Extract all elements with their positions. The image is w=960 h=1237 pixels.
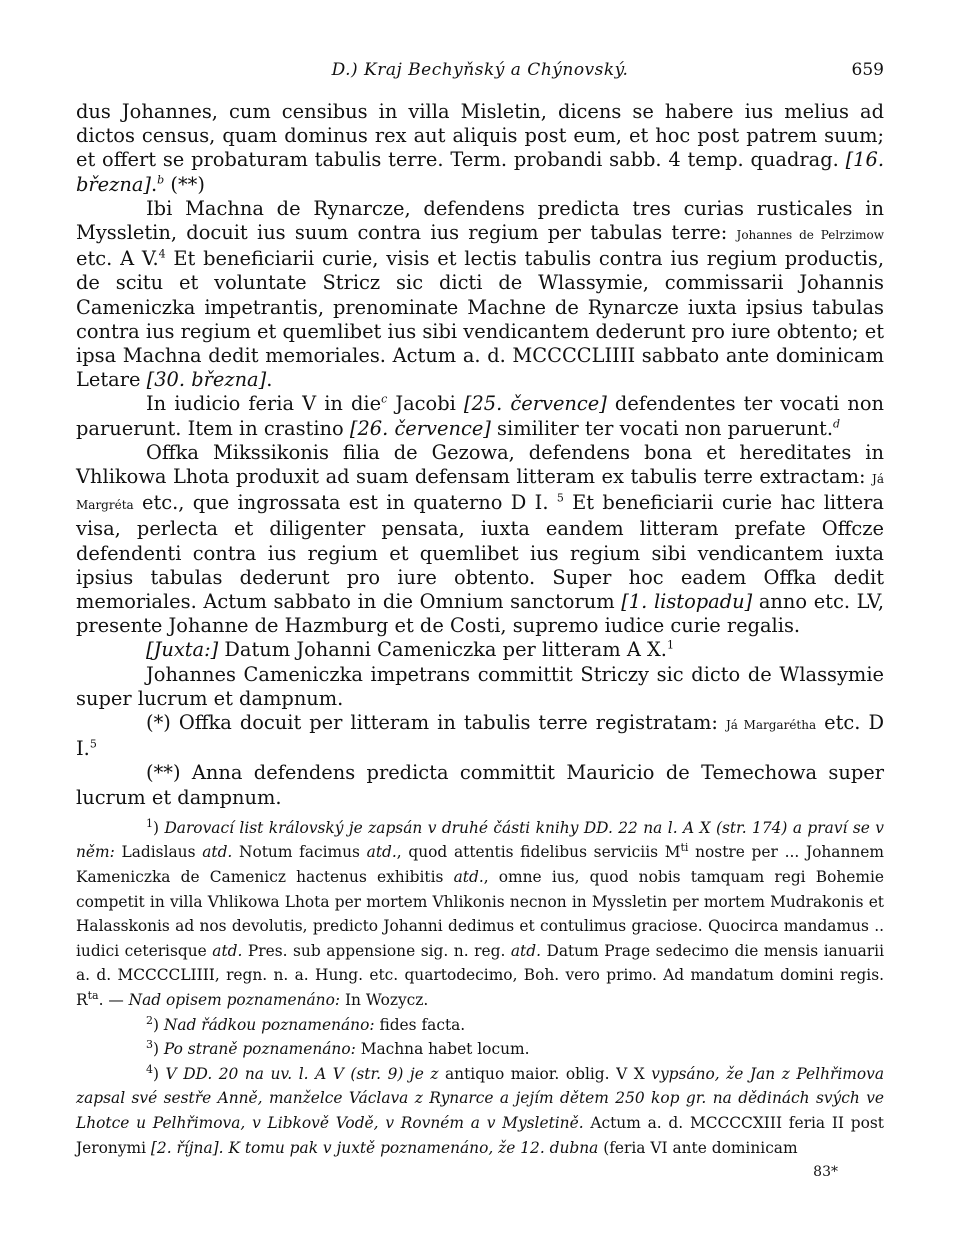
footnote-marker: c [381, 392, 388, 406]
text-run: defendentes ter vocati non paruerunt. Item in crastino [76, 392, 885, 440]
text-run: etc. D I. [76, 711, 884, 761]
editorial-note: . K tomu pak v juxtě poznamenáno, že 12. dubna [218, 1138, 599, 1157]
text-run: Et beneficiarii curie hac littera visa, perlecta et diligenter pensata, iuxta eandem litteram prefate Offcze defendenti contra ius regium et quemlibet ius regium sibi vendicantem iuxta ipsius tabulas dederunt pro iure obtento. Super hoc eadem Offka dedit memoriales. Actum sabbato in die Omnium sanctorum [76, 491, 884, 614]
superscript: ti [680, 841, 689, 855]
text-run: Ladislaus [114, 843, 203, 862]
paragraph [76, 711, 884, 761]
text-run: . [266, 368, 273, 392]
editorial-note: Darovací list královský je zapsán v druhé části knihy DD. 22 na l. A X (str. 174) a praví se v něm: [76, 818, 884, 862]
text-run: Actum a. d. MCCCCXIII feria II post Jeronymi [76, 1114, 884, 1157]
text-run: dus Johannes, cum censibus in villa Misletin, dicens se habere ius melius ad dictos census, quam dominus rex aut aliquis post eum, et hoc post patrem suum; et offert se probaturam tabulis terre. Term. probandi sabb. 4 temp. quadrag. [76, 100, 884, 172]
text-run: nostre per ... Johannem Kameniczka de Camenicz hactenus exhibitis [76, 843, 884, 887]
footnote-marker: 5 [89, 737, 97, 751]
text-run: Offka Mikssikonis filia de Gezowa, defendens bona et hereditates in Vhlikowa Lhota produxit ad suam defensam litteram ex tabulis terre extractam: [76, 440, 884, 489]
paragraph [76, 761, 884, 809]
footnote: $^3$) Po straně poznamenáno: Machna habet locum. [146, 1038, 530, 1059]
footnote: $^1$) Darovací list královský je zapsán v druhé části knihy DD. 22 na l. A X (str. 174) a praví se v něm: Ladislaus atd. Notum facimus atd., quod attentis fidelibus serviciis $M^{ti}$ nostre per ... Johannem Kameniczka de Camenicz hactenus exhibitis atd., omne ius, quod nobis tamquam regi Bohemie competit in villa Vhlikowa Lhota per mortem Vhlikonis necnon in Myssletin per mortem Mudrakonis et Halasskonis ad nos devolutis, predicto Johanni dedimus et contulimus graciose. Quocirca mandamus .. iudici ceterisque atd. Pres. sub appensione sig. n. reg. atd. Datum Prage sedecimo die mensis ianuarii a. d. MCCCCLIIII, regn. n. a. Hung. etc. quartodecimo, Boh. vero primo. Ad mandatum domini regis. $R^{ta}$. — Nad opisem poznamenáno: In Wozycz. [76, 816, 885, 1010]
footnote-marker: b [157, 173, 165, 187]
editorial-note: Nad opisem poznamenáno: [128, 991, 341, 1010]
text-run: Et beneficiarii curie, visis et lectis tabulis contra ius regium productis, de scitu et voluntate Stricz sic dicti de Wlassymie, commissarii Johannis Cameniczka impetrantis, prenominate Machne de Rynarcze iuxta ipsius tabulas contra ius regium et quemlibet ius sibi vendicantem dederunt pro iure obtento; et ipsa Machna dedit memoriales. Actum a. d. MCCCCLIIII sabbato ante dominicam Letare [76, 247, 884, 392]
text-run: In iudicio feria V in die [146, 392, 382, 416]
text-run: , quod attentis fidelibus serviciis M [396, 843, 681, 862]
footnote: $^4$) V DD. 20 na uv. l. A V (str. 9) je z antiquo maior. oblig. V X vypsáno, že Jan z Pelhřimova zapsal své sestře Anně, manželce Václava z Rynarce a jejím dětem 250 kop gr. na dědinách svých ve Lhotce u Pelhřimova, v Libkově Vodě, v Rovném a v Mysletině. Actum a. d. MCCCCXIII feria II post Jeronymi [2. října]. K tomu pak v juxtě poznamenáno, že 12. dubna (feria VI ante dominicam [76, 1062, 885, 1157]
small-caps-name: Já Margarétha [725, 718, 817, 733]
text-run: Jacobi [387, 392, 464, 416]
small-caps-name: Johannes de Pelrzimow [736, 228, 885, 243]
footnote-marker: d [833, 417, 841, 431]
text-run: Ibi Machna de Rynarcze, defendens predicta tres curias rusticales in Myssletin, docuit ius suum contra ius regium per tabulas terre: [76, 196, 884, 245]
date-note: [25. července] [463, 392, 607, 416]
text-run: . — [98, 991, 129, 1010]
editorial-note: atd. [366, 843, 397, 862]
text-run: Datum Johanni Cameniczka per litteram A X. [218, 638, 667, 662]
editorial-note: atd. [212, 941, 243, 960]
paragraph [76, 638, 884, 662]
footnote-marker: 1 [666, 639, 674, 652]
text-run: Johannes Cameniczka impetrans committit Striczy sic dicto de Wlassymie super lucrum et dampnum. [76, 662, 884, 710]
footnotes [76, 816, 884, 1160]
text-run: Notum facimus [232, 843, 367, 862]
text-run: (feria VI ante dominicam [598, 1138, 798, 1157]
footnote-number: 2 [146, 1013, 153, 1027]
text-run: In Wozycz. [340, 991, 429, 1010]
text-run: (**) Anna defendens predicta committit Mauricio de Temechowa super lucrum et dampnum. [76, 761, 884, 809]
paragraph [76, 100, 884, 197]
footnote: $^2$) Nad řádkou poznamenáno: fides facta. [146, 1013, 466, 1034]
editorial-note: V DD. 20 na uv. l. A V (str. 9) je z [165, 1064, 439, 1083]
text-run: similiter ter vocati non paruerunt. [490, 416, 834, 440]
editorial-note: atd. [202, 843, 233, 862]
date-note: [1. listopadu] [621, 590, 753, 614]
page-number: 659 [851, 60, 884, 80]
footnote-number: 1 [146, 816, 153, 830]
text-run: Machna habet locum. [355, 1040, 530, 1059]
paragraph [76, 392, 884, 440]
text-run: (*) Offka docuit per litteram in tabulis terre registratam: [146, 711, 726, 735]
text-run: Pres. sub appensione sig. n. reg. [242, 941, 511, 960]
text-run: anno etc. LV, presente Johanne de Hazmburg et de Costi, supremo iudice curie regalis. [76, 590, 884, 638]
text-run: , omne ius, quod nobis tamquam regi Bohemie competit in villa Vhlikowa Lhota per mortem Vhlikonis necnon in Myssletin per mortem Mudrakonis et Halasskonis ad nos devolutis, predicto Johanni dedimus et contulimus graciose. Quocirca mandamus .. iudici ceterisque [76, 868, 884, 960]
body-text [76, 100, 884, 810]
paragraph [76, 197, 884, 393]
footnote-number: 4 [146, 1062, 153, 1076]
signature-mark: 83* [813, 1164, 838, 1181]
text-run: antiquo maior. oblig. V X [438, 1064, 652, 1083]
editorial-note: vypsáno, že Jan z Pelhřimova zapsal své sestře Anně, manželce Václava z Rynarce a jejím dětem 250 kop gr. na dědinách svých ve Lhotce u Pelhřimova, v Libkově Vodě, v Rovném a v Mysletině. [76, 1064, 885, 1133]
paragraph [76, 663, 884, 711]
superscript: ta [87, 988, 99, 1002]
running-head: D.) Kraj Bechyňský a Chýnovský. [331, 60, 629, 80]
text-run: etc., que ingrossata est in quaterno D I. [133, 491, 557, 515]
editorial-note: atd. [453, 868, 484, 887]
editorial-note: atd. [510, 941, 541, 960]
text-run: fides facta. [374, 1015, 466, 1034]
date-note: [30. března] [146, 368, 267, 392]
text-run: . [151, 172, 158, 196]
small-caps-name: Já Margréta [76, 472, 884, 513]
document-page [76, 52, 884, 1180]
footnote-marker: 5 [556, 491, 564, 505]
footnote-marker: 4 [158, 247, 166, 261]
editorial-note: Po straně poznamenáno: [163, 1040, 356, 1059]
date-note: [2. října] [150, 1138, 219, 1157]
date-note: [26. července] [349, 416, 491, 440]
footnote-number: 3 [146, 1038, 153, 1052]
date-note: [16. března] [76, 148, 884, 196]
text-run: (**) [164, 172, 205, 196]
text-run: etc. A V. [76, 247, 159, 271]
page-header [76, 52, 884, 86]
editorial-note: [Juxta:] [146, 638, 219, 662]
paragraph [76, 441, 884, 639]
text-run: Datum Prage sedecimo die mensis ianuarii a. d. MCCCCLIIII, regn. n. a. Hung. etc. quartodecimo, Boh. vero primo. Ad mandatum domini regis. R [76, 941, 885, 1010]
editorial-note: Nad řádkou poznamenáno: [163, 1015, 375, 1034]
